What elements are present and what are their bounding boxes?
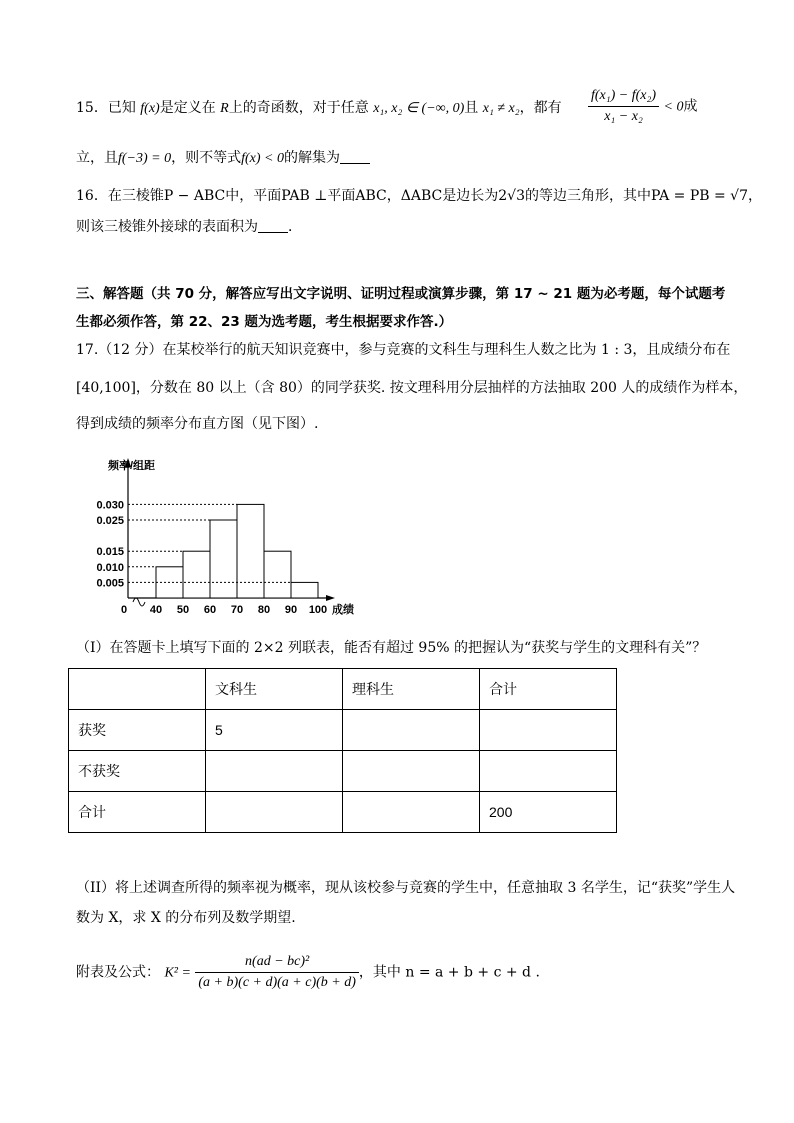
y-tick-label: 0.025 bbox=[96, 515, 124, 527]
table-header-row bbox=[69, 669, 617, 710]
table-cell: 200 bbox=[480, 792, 617, 833]
formula-line: 附表及公式： K² = $\frac{\text{n(ad − bc)²}}{(a + b)(c + d)(a + c)(b + d)}$ ，其中 n = a + b + c + d . bbox=[76, 952, 540, 993]
table-cell: 合计 bbox=[480, 669, 617, 710]
histogram-bar bbox=[264, 551, 291, 598]
q15-line1: 15．已知 f(x)是定义在 R上的奇函数，对于任意 x₁, x₂ ∈ (−∞, 0)且 x₁ ≠ x₂，都有 bbox=[76, 100, 562, 116]
table-cell bbox=[343, 792, 480, 833]
table-row bbox=[69, 792, 617, 833]
q16-line1: 16．在三棱锥P − ABC中，平面PAB ⊥平面ABC，ΔABC是边长为2√3的等边三角形，其中PA = PB = √7， bbox=[76, 188, 763, 204]
table-cell bbox=[343, 751, 480, 792]
x-tick-label: 80 bbox=[257, 604, 271, 616]
answer-blank-16 bbox=[258, 218, 288, 233]
q15-fraction: $\frac{\text{f(x₁) − f(x₂)}}{\text{x₁ − x₂}}$ < 0成 bbox=[588, 86, 697, 127]
table-cell: 不获奖 bbox=[69, 751, 206, 792]
x-tick-label: 100 bbox=[308, 604, 328, 616]
q17-line2: [40,100]，分数在 80 以上（含 80）的同学获奖. 按文理科用分层抽样的方法抽取 200 人的成绩作为样本， bbox=[76, 380, 748, 396]
x-axis-arrow bbox=[326, 595, 335, 601]
q17-part2-line2: 数为 X，求 X 的分布列及数学期望. bbox=[76, 910, 296, 926]
histogram-bar bbox=[183, 551, 210, 598]
section3-heading-line2: 生都必须作答，第 22、23 题为选考题，考生根据要求作答.） bbox=[76, 314, 453, 330]
q16-line2: 则该三棱锥外接球的表面积为 ． bbox=[76, 219, 302, 235]
table-cell bbox=[343, 710, 480, 751]
table-cell bbox=[206, 792, 343, 833]
table-cell: 获奖 bbox=[69, 710, 206, 751]
formula-fraction: $\frac{\text{n(ad − bc)²}}{(a + b)(c + d)(a + c)(b + d)}$ bbox=[195, 952, 359, 993]
x-tick-label: 70 bbox=[230, 604, 244, 616]
y-tick-label: 0.030 bbox=[96, 499, 124, 512]
table-cell bbox=[206, 751, 343, 792]
y-tick-label: 0.005 bbox=[96, 577, 124, 590]
axis-break bbox=[133, 598, 145, 606]
q17-line3: 得到成绩的频率分布直方图（见下图）. bbox=[76, 416, 319, 432]
x-tick-label: 90 bbox=[284, 604, 298, 616]
histogram-bar bbox=[291, 582, 318, 598]
x-tick-label: 40 bbox=[149, 604, 163, 616]
table-cell: 理科生 bbox=[343, 669, 480, 710]
contingency-table bbox=[68, 668, 617, 833]
q17-part1: （I）在答题卡上填写下面的 2×2 列联表，能否有超过 95% 的把握认为“获奖与学生的文理科有关”？ bbox=[76, 640, 707, 656]
table-cell: 合计 bbox=[69, 792, 206, 833]
q17-line1: 17.（12 分）在某校举行的航天知识竞赛中，参与竞赛的文科生与理科生人数之比为 1 : 3，且成绩分布在 bbox=[76, 342, 731, 358]
y-tick-label: 0.010 bbox=[96, 561, 124, 574]
frequency-histogram bbox=[86, 455, 376, 625]
table-row bbox=[69, 710, 617, 751]
histogram-bar bbox=[237, 504, 264, 598]
table-cell bbox=[69, 669, 206, 710]
q15-line2: 立，且f(−3) = 0，则不等式f(x) < 0的解集为 bbox=[76, 148, 370, 169]
table-row bbox=[69, 751, 617, 792]
table-cell: 文科生 bbox=[206, 669, 343, 710]
answer-blank-15 bbox=[340, 149, 370, 164]
x-tick-label: 60 bbox=[203, 604, 217, 616]
table-cell bbox=[480, 710, 617, 751]
y-tick-label: 0.015 bbox=[96, 546, 124, 559]
histogram-marks bbox=[96, 458, 354, 616]
section3-heading-line1: 三、解答题（共 70 分，解答应写出文字说明、证明过程或演算步骤，第 17 ~ 21 题为必考题，每个试题考 bbox=[76, 286, 726, 302]
x-tick-label: 50 bbox=[176, 604, 190, 616]
q17-part2-line1: （II）将上述调查所得的频率视为概率，现从该校参与竞赛的学生中，任意抽取 3 名学生，记“获奖”学生人 bbox=[76, 880, 736, 896]
y-axis-label: 频率/组距 bbox=[108, 460, 156, 472]
histogram-bar bbox=[210, 520, 237, 598]
x-axis-label: 成绩 bbox=[332, 604, 354, 616]
table-cell: 5 bbox=[206, 710, 343, 751]
origin-label: 0 bbox=[120, 604, 128, 616]
table-cell bbox=[480, 751, 617, 792]
